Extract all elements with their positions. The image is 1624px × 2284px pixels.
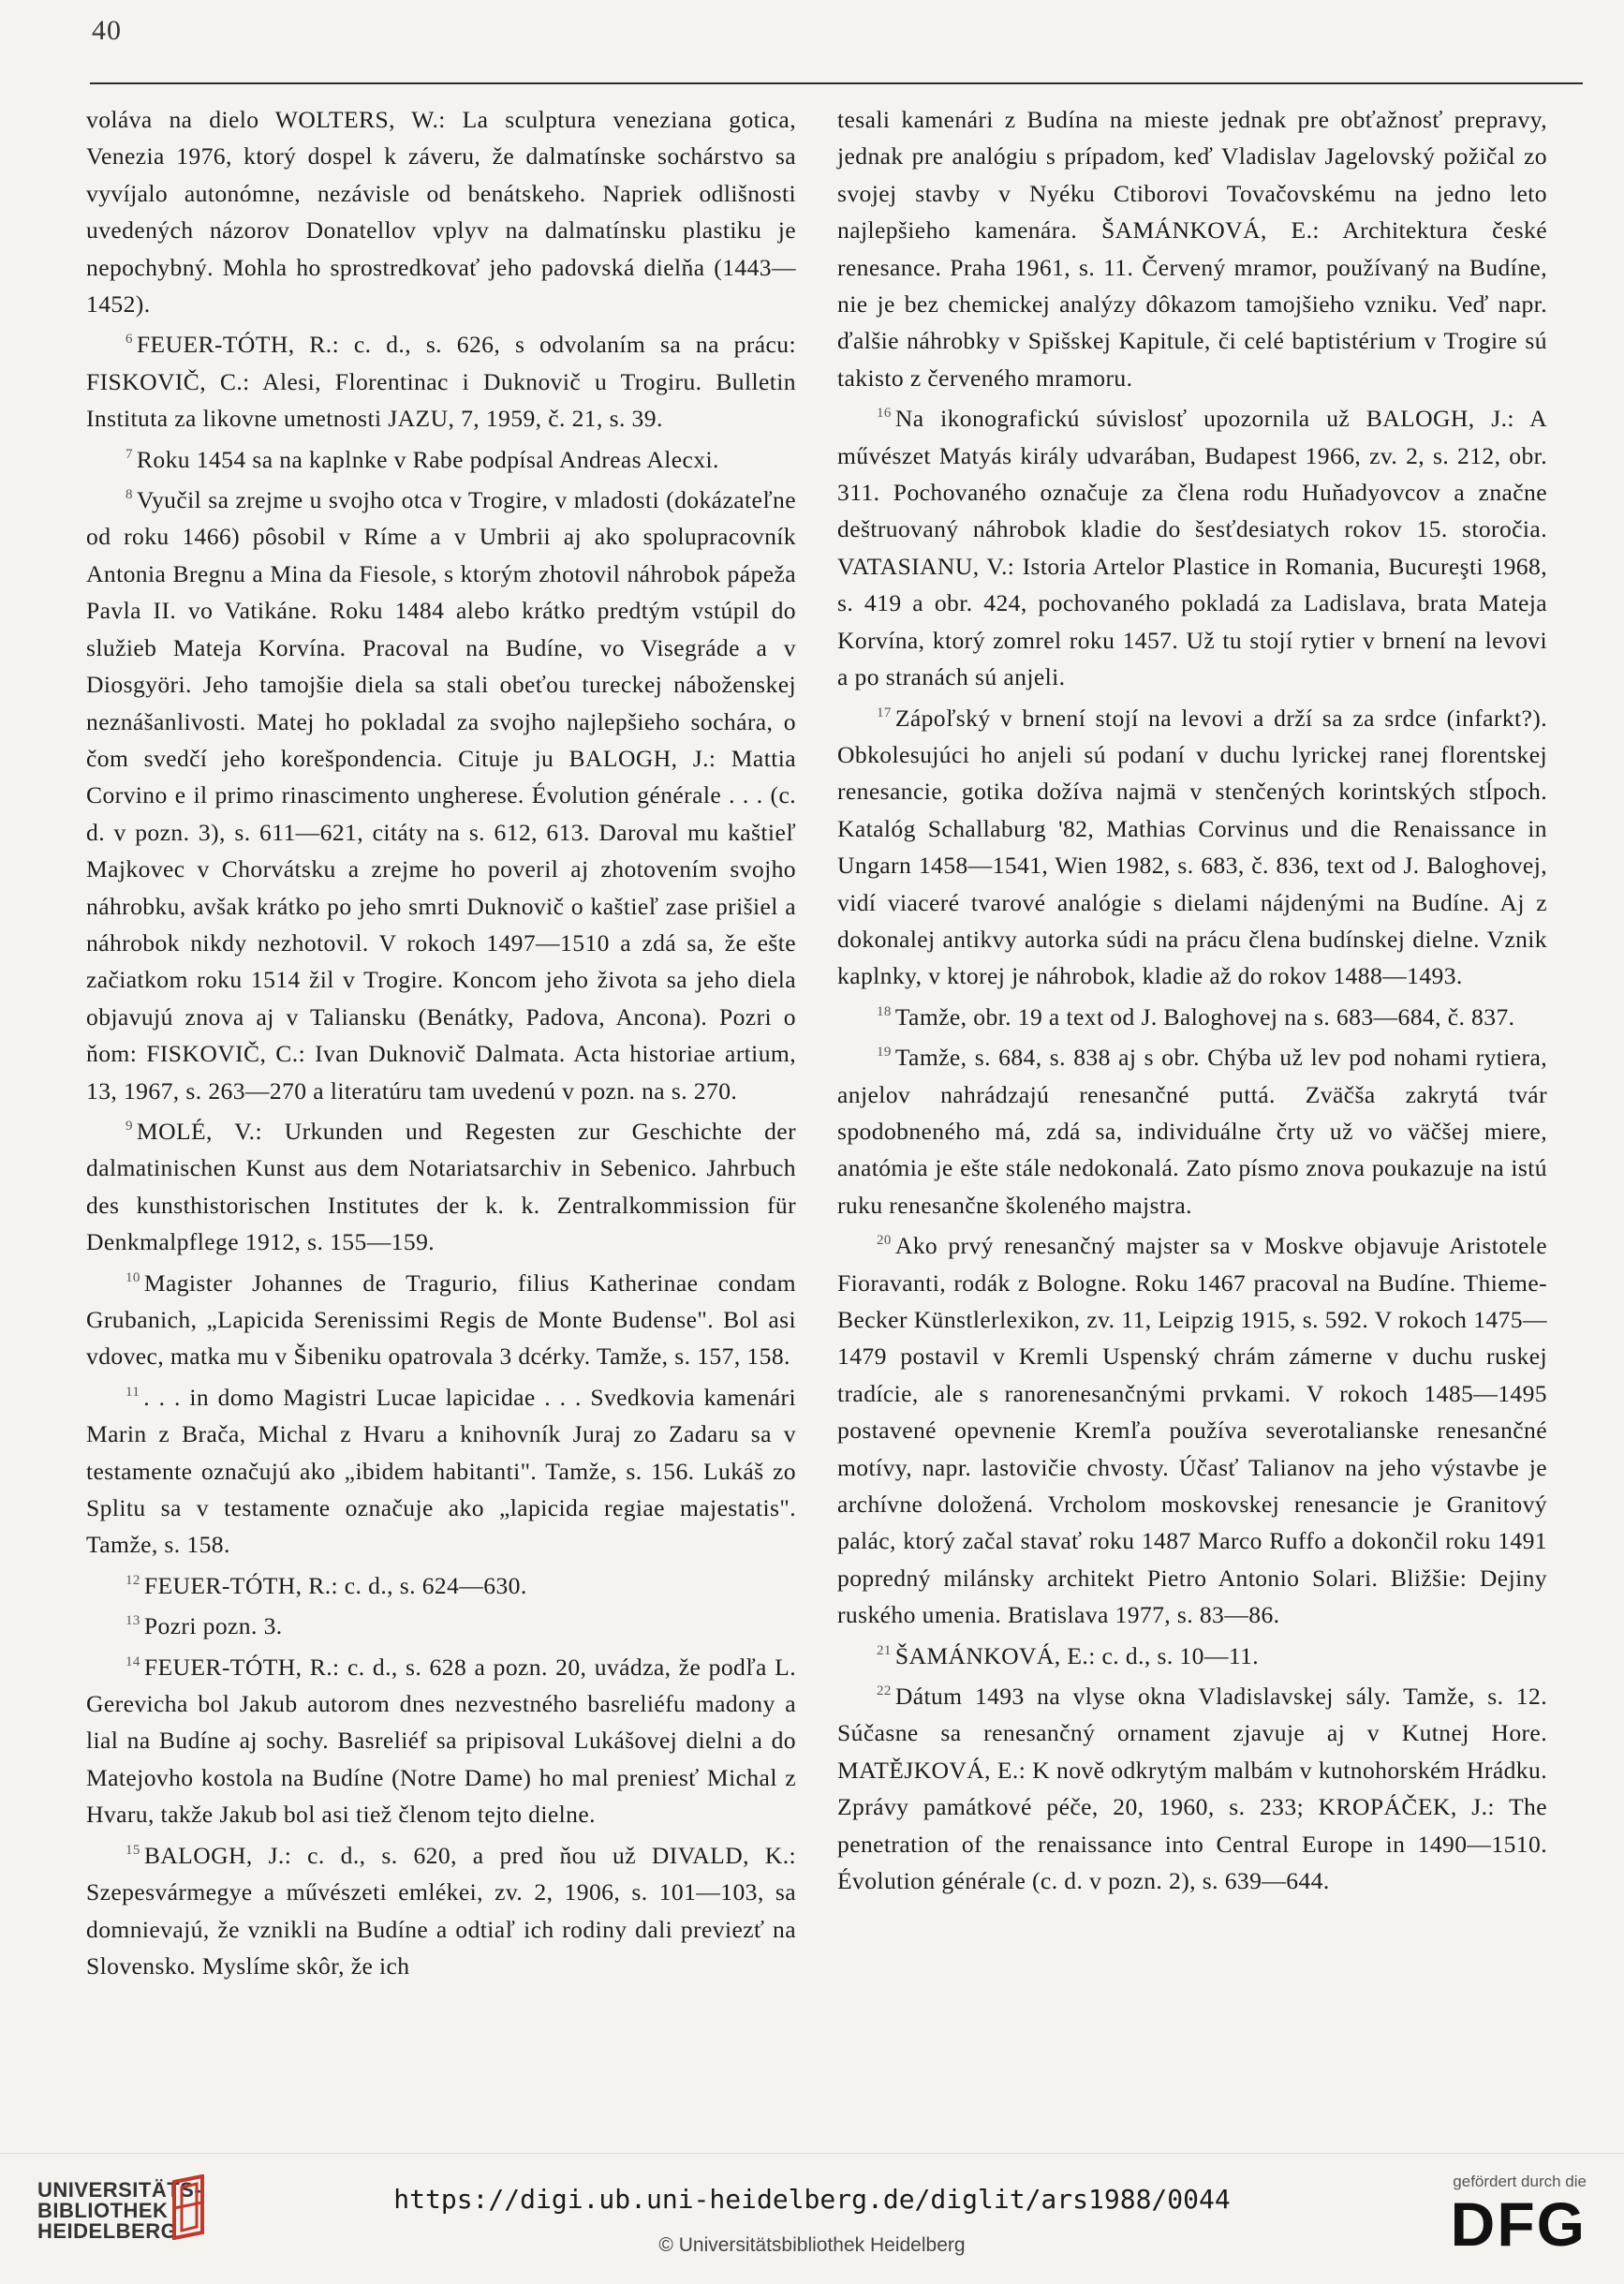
footnote-text: Tamže, obr. 19 a text od J. Baloghovej na s. 683—684, č. 837. [894, 1002, 1515, 1031]
footnote-continuation [86, 101, 796, 322]
library-name-line3: HEIDELBERG [37, 2219, 178, 2243]
library-name-line1: UNIVERSITÄTS- [37, 2178, 202, 2202]
footnote-number: 16 [877, 406, 892, 422]
footnote-21 [837, 1638, 1547, 1674]
footnote-text: MOLÉ, V.: Urkunden und Regesten zur Geschichte der dalmatinischen Kunst aus dem Notariatsarchiv in Sebenico. Jahrbuch des kunsthistorischen Institutes der k. k. Zentralkommission für Denkmalpflege 1912, s. 155—159. [86, 1117, 796, 1256]
footer [0, 2153, 1624, 2284]
footnote-number: 10 [125, 1269, 140, 1285]
footnote-18 [837, 999, 1547, 1035]
footnote-6 [86, 326, 796, 437]
footnote-text: Pozri pozn. 3. [143, 1612, 283, 1640]
footnote-text: Roku 1454 sa na kaplnke v Rabe podpísal Andreas Alecxi. [136, 445, 719, 473]
footnote-number: 22 [877, 1683, 892, 1699]
copyright-notice: © Universitätsbibliothek Heidelberg [658, 2234, 966, 2256]
dfg-wordmark: DFG [1450, 2189, 1587, 2259]
library-name-line2: BIBLIOTHEK [37, 2199, 169, 2222]
footnote-20 [837, 1227, 1547, 1633]
footnote-13 [86, 1608, 796, 1644]
footnote-text: tesali kamenári z Budína na mieste jednak pre obťažnosť prepravy, jednak pre analógiu s prípadom, keď Vladislav Jagelovský požičal zo svojej stavby v Nyéku Ctiborovi Tovačovskému na jedno leto najlepšieho kamenára. ŠAMÁNKOVÁ, E.: Architektura české renesance. Praha 1961, s. 11. Červený mramor, používaný na Budíne, nie je bez chemickej analýzy dôkazom tamojšieho vzniku. Veď napr. ďalšie náhrobky v Spišskej Kapitule, či celé baptistérium v Trogire sú takisto z červeného mramoru. [837, 106, 1547, 392]
page-number: 40 [92, 15, 122, 46]
footnote-8 [86, 482, 796, 1109]
source-url-link[interactable]: https://digi.ub.uni-heidelberg.de/diglit/ars1988/0044 [393, 2184, 1231, 2215]
footnote-number: 7 [125, 446, 133, 462]
footnote-number: 13 [125, 1613, 140, 1629]
footnote-10 [86, 1265, 796, 1375]
dfg-logo[interactable] [1418, 2173, 1587, 2257]
footnote-7 [86, 441, 796, 478]
footnote-text: . . . in domo Magistri Lucae lapicidae . . . Svedkovia kamenári Marin z Brača, Michal z Hvaru a knihovník Juraj zo Zadaru sa v testamente označujú ako „ibidem habitanti". Tamže, s. 156. Lukáš zo Splitu sa v testamente označuje ako „lapicida regiae majestatis". Tamže, s. 158. [86, 1383, 796, 1559]
footnote-number: 11 [125, 1384, 140, 1400]
footnote-9 [86, 1113, 796, 1261]
footnote-22 [837, 1678, 1547, 1899]
footnote-17 [837, 700, 1547, 995]
footnote-text: FEUER-TÓTH, R.: c. d., s. 624—630. [143, 1571, 527, 1599]
footnote-continuation [837, 101, 1547, 396]
footnote-text: Na ikonografickú súvislosť upozornila už BALOGH, J.: A művészet Matyás király udvarában, Budapest 1966, zv. 2, s. 212, obr. 311. Pochovaného označuje za člena rodu Huňadyovcov a značne deštruovaný náhrobok kladie do šesťdesiatych rokov 15. storočia. VATASIANU, V.: Istoria Artelor Plastice in Romania, Bucureşti 1968, s. 419 a obr. 424, pochovaného pokladá za Ladislava, brata Mateja Korvína, ktorý zomrel roku 1457. Už tu stojí rytier v brnení na levovi a po stranách sú anjeli. [837, 405, 1547, 691]
footnote-text: Ako prvý renesančný majster sa v Moskve objavuje Aristotele Fioravanti, rodák z Bologne. Roku 1467 pracoval na Budíne. Thieme-Becker Künstlerlexikon, zv. 11, Leipzig 1915, s. 592. V rokoch 1475—1479 postavil v Kremli Uspenský chrám zámerne v duchu ruskej tradície, ale s ranorenesančnými prvkami. V rokoch 1485—1495 postavené opevnenie Kremľa používa severotalianske renesančné motívy, napr. lastovičie chvosty. Účasť Talianov na jeho výstavbe je archívne doložená. Vrcholom moskovskej renesancie je Granitový palác, ktorý začal stavať roku 1487 Marco Ruffo a dokončil roku 1491 popredný milánsky architekt Pietro Antonio Solari. Bližšie: Dejiny ruského umenia. Bratislava 1977, s. 83—86. [837, 1232, 1547, 1629]
footnote-text: Magister Johannes de Tragurio, filius Katherinae condam Grubanich, „Lapicida Serenissimi Regis de Monte Budense". Bol asi vdovec, matka mu v Šibeniku opatrovala 3 dcérky. Tamže, s. 157, 158. [86, 1268, 796, 1371]
footnote-12 [86, 1567, 796, 1604]
footnote-text: Tamže, s. 684, s. 838 aj s obr. Chýba už lev pod nohami rytiera, anjelov nahrádzajú renesančné puttá. Zväčša zakrytá tvár spodobneného má, zdá sa, individuálne črty už vo väčšej miere, anatómia je ešte stále nedokonalá. Zato písmo znova poukazuje na istú ruku renesančne školeného majstra. [837, 1044, 1547, 1219]
footnote-number: 18 [877, 1003, 892, 1019]
right-column [837, 101, 1547, 1904]
funding-caption: gefördert durch die [1453, 2173, 1587, 2190]
footnote-text: FEUER-TÓTH, R.: c. d., s. 626, s odvolaním sa na prácu: FISKOVIČ, C.: Alesi, Florentinac i Duknovič u Trogiru. Bulletin Instituta za likovne umetnosti JAZU, 7, 1959, č. 21, s. 39. [86, 331, 796, 433]
footnote-number: 6 [125, 332, 133, 348]
footnote-number: 9 [125, 1118, 133, 1134]
footnote-number: 21 [877, 1642, 892, 1658]
left-column [86, 101, 796, 1988]
footnote-text: ŠAMÁNKOVÁ, E.: c. d., s. 10—11. [894, 1641, 1260, 1669]
footnote-15 [86, 1837, 796, 1985]
footnote-11 [86, 1379, 796, 1564]
footnote-number: 14 [125, 1654, 140, 1669]
footnote-19 [837, 1039, 1547, 1224]
footnote-14 [86, 1649, 796, 1833]
footnote-number: 19 [877, 1045, 892, 1060]
footnote-text: Vyučil sa zrejme u svojho otca v Trogire, v mladosti (dokázateľne od roku 1466) pôsobil v Ríme a v Umbrii aj ako spolupracovník Antonia Bregnu a Mina da Fiesole, s ktorým zhotovil náhrobok pápeža Pavla II. vo Vatikáne. Roku 1484 alebo krátko predtým vstúpil do služieb Mateja Korvína. Pracoval na Budíne, vo Visegráde a v Diosgyöri. Jeho tamojšie diela sa stali obeťou tureckej náboženskej neznášanlivosti. Matej ho pokladal za svojho najlepšieho sochára, o čom svedčí jeho korešpondencia. Cituje ju BALOGH, J.: Mattia Corvino e il primo rinascimento ungherese. Évolution générale . . . (c. d. v pozn. 3), s. 611—621, citáty na s. 612, 613. Daroval mu kaštieľ Majkovec v Chorvátsku a zrejme ho poveril aj zhotovením svojho náhrobku, avšak krátko po jeho smrti Duknovič o kaštieľ zase prišiel a náhrobok nikdy nezhotovil. V rokoch 1497—1510 a zdá sa, že ešte začiatkom roku 1514 žil v Trogire. Koncom jeho života sa jeho diela objavujú znova aj v Taliansku (Benátky, Padova, Ancona). Pozri o ňom: FISKOVIČ, C.: Ivan Duknovič Dalmata. Acta historiae artium, 13, 1967, s. 263—270 a literatúru tam uvedenú v pozn. na s. 270. [86, 486, 796, 1105]
footnote-text: Zápoľský v brnení stojí na levovi a drží sa za srdce (infarkt?). Obkolesujúci ho anjeli sú podaní v duchu lyrickej ranej florentskej renesancie, gotika dožíva najmä v stenčených korintských stĺpoch. Katalóg Schallaburg '82, Mathias Corvinus und die Renaissance in Ungarn 1458—1541, Wien 1982, s. 683, č. 836, text od J. Baloghovej, vidí viaceré tvarové analógie s dielami nájdenými na Budíne. Aj z dokonalej antikvy autorka súdi na prácu člena budínskej dielne. Vznik kaplnky, v ktorej je náhrobok, kladie až do rokov 1488—1493. [837, 704, 1547, 990]
footnote-number: 8 [125, 487, 133, 503]
footnote-text: voláva na dielo WOLTERS, W.: La sculptura veneziana gotica, Venezia 1976, ktorý dospel k záveru, že dalmatínske sochárstvo sa vyvíjalo autonómne, nezávisle od benátskeho. Napriek odlišnosti uvedených názorov Donatellov vplyv na dalmatínsku plastiku je nepochybný. Mohla ho sprostredkovať jeho padovská dielňa (1443—1452). [86, 106, 796, 319]
footnote-16 [837, 400, 1547, 695]
footnote-number: 17 [877, 704, 892, 720]
footnote-text: FEUER-TÓTH, R.: c. d., s. 628 a pozn. 20, uvádza, že podľa L. Gerevicha bol Jakub autorom dnes nezvestného basreliéfu madony a lial na Budíne aj sochy. Basreliéf sa pripisoval Lukášovej dielni a do Matejovho kostola na Budíne (Notre Dame) ho mal preniesť Michal z Hvaru, takže Jakub bol asi tiež členom tejto dielne. [86, 1653, 796, 1829]
footnote-number: 12 [125, 1572, 140, 1588]
footnote-number: 15 [125, 1842, 140, 1858]
footnote-number: 20 [877, 1233, 892, 1249]
footnote-text: Dátum 1493 na vlyse okna Vladislavskej sály. Tamže, s. 12. Súčasne sa renesančný ornament zjavuje aj v Kutnej Hore. MATĚJKOVÁ, E.: K nově odkrytým malbám v kutnohorském Hrádku. Zprávy památkové péče, 20, 1960, s. 233; KROPÁČEK, J.: The penetration of the renaissance into Central Europe in 1490—1510. Évolution générale (c. d. v pozn. 2), s. 639—644. [837, 1683, 1547, 1895]
footnote-text: BALOGH, J.: c. d., s. 620, a pred ňou už DIVALD, K.: Szepesvármegye a művészeti emlékei, zv. 2, 1906, s. 101—103, sa domnievajú, že vznikli na Budíne a odtiaľ ich rodiny dali previezť na Slovensko. Myslíme skôr, že ich [86, 1841, 796, 1980]
header-rule [90, 82, 1583, 84]
